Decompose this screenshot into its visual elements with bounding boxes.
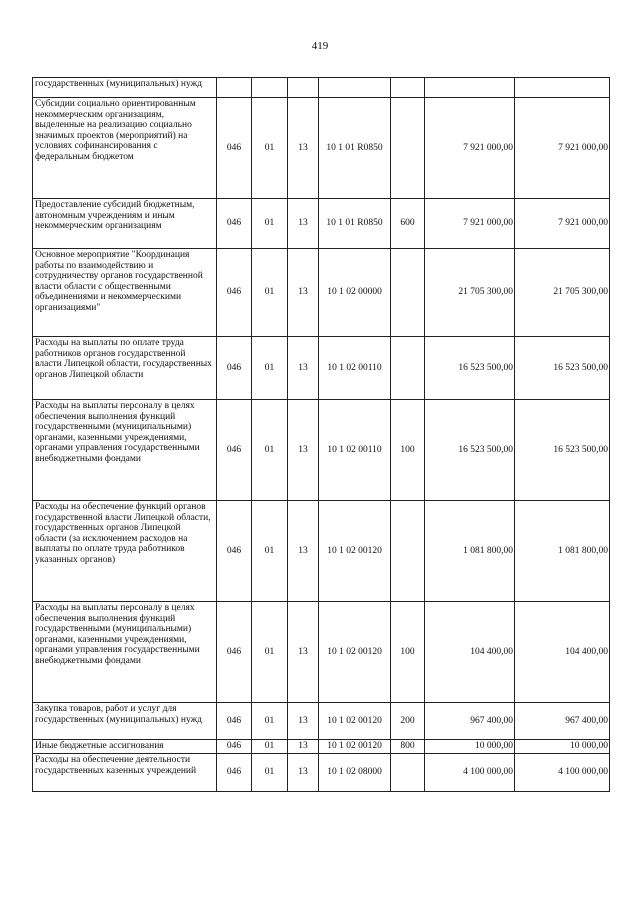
expense-type-cell: 100 xyxy=(391,602,425,703)
expense-name-cell: Субсидии социально ориентированным некоммерческим организациям, выделенные на реализацию социально значимых проектов (мероприятий) на условиях софинансирования с федеральным бюджетом xyxy=(33,98,217,199)
budget-table xyxy=(32,77,610,792)
target-article-cell: 10 1 02 00120 xyxy=(319,740,391,754)
subsection-code-cell: 13 xyxy=(288,337,319,400)
expense-name-cell: Расходы на обеспечение функций органов государственной власти Липецкой области, государственных органов Липецкой области (за исключением расходов на выплаты по оплате труда работников указанных органов) xyxy=(33,501,217,602)
amount-cell xyxy=(425,78,515,98)
table-row xyxy=(33,703,610,740)
section-code-cell: 01 xyxy=(252,98,288,199)
ministry-code-cell xyxy=(217,78,252,98)
subsection-code-cell: 13 xyxy=(288,501,319,602)
expense-name-cell: Предоставление субсидий бюджетным, автономным учреждениям и иным некоммерческим организациям xyxy=(33,199,217,249)
section-code-cell: 01 xyxy=(252,602,288,703)
expense-type-cell xyxy=(391,501,425,602)
expense-type-cell: 200 xyxy=(391,703,425,740)
amount-cell: 967 400,00 xyxy=(515,703,610,740)
amount-cell: 16 523 500,00 xyxy=(515,337,610,400)
subsection-code-cell: 13 xyxy=(288,754,319,792)
amount-cell: 7 921 000,00 xyxy=(515,98,610,199)
page-number: 419 xyxy=(311,40,329,52)
expense-name-cell: Расходы на выплаты персоналу в целях обеспечения выполнения функций государственными (муниципальными) органами, казенными учреждениями, органами управления государственными внебюджетными фондами xyxy=(33,602,217,703)
table-row xyxy=(33,754,610,792)
subsection-code-cell: 13 xyxy=(288,249,319,337)
section-code-cell: 01 xyxy=(252,400,288,501)
amount-cell: 16 523 500,00 xyxy=(515,400,610,501)
table-row xyxy=(33,249,610,337)
amount-cell: 4 100 000,00 xyxy=(425,754,515,792)
expense-type-cell xyxy=(391,98,425,199)
section-code-cell: 01 xyxy=(252,337,288,400)
section-code-cell: 01 xyxy=(252,740,288,754)
target-article-cell: 10 1 02 00110 xyxy=(319,337,391,400)
section-code-cell: 01 xyxy=(252,249,288,337)
amount-cell: 4 100 000,00 xyxy=(515,754,610,792)
expense-type-cell xyxy=(391,754,425,792)
expense-type-cell xyxy=(391,337,425,400)
table-row xyxy=(33,98,610,199)
expense-type-cell xyxy=(391,78,425,98)
ministry-code-cell: 046 xyxy=(217,249,252,337)
ministry-code-cell: 046 xyxy=(217,98,252,199)
section-code-cell: 01 xyxy=(252,501,288,602)
expense-name-cell: Основное мероприятие "Координация работы по взаимодействию и сотрудничеству органов государственной власти области с общественными объединениями и некоммерческими организациями" xyxy=(33,249,217,337)
subsection-code-cell: 13 xyxy=(288,703,319,740)
amount-cell: 10 000,00 xyxy=(515,740,610,754)
amount-cell: 10 000,00 xyxy=(425,740,515,754)
expense-type-cell: 800 xyxy=(391,740,425,754)
target-article-cell: 10 1 01 R0850 xyxy=(319,98,391,199)
expense-name-cell: Расходы на обеспечение деятельности государственных казенных учреждений xyxy=(33,754,217,792)
table-row xyxy=(33,78,610,98)
expense-name-cell: Закупка товаров, работ и услуг для государственных (муниципальных) нужд xyxy=(33,703,217,740)
target-article-cell: 10 1 02 08000 xyxy=(319,754,391,792)
table-row xyxy=(33,337,610,400)
expense-type-cell xyxy=(391,249,425,337)
table-row xyxy=(33,602,610,703)
target-article-cell: 10 1 02 00120 xyxy=(319,602,391,703)
target-article-cell: 10 1 02 00000 xyxy=(319,249,391,337)
ministry-code-cell: 046 xyxy=(217,501,252,602)
amount-cell: 104 400,00 xyxy=(425,602,515,703)
amount-cell xyxy=(515,78,610,98)
ministry-code-cell: 046 xyxy=(217,602,252,703)
ministry-code-cell: 046 xyxy=(217,199,252,249)
subsection-code-cell: 13 xyxy=(288,400,319,501)
expense-name-cell: Расходы на выплаты персоналу в целях обеспечения выполнения функций государственными (муниципальными) органами, казенными учреждениями, органами управления государственными внебюджетными фондами xyxy=(33,400,217,501)
expense-type-cell: 600 xyxy=(391,199,425,249)
subsection-code-cell: 13 xyxy=(288,199,319,249)
expense-type-cell: 100 xyxy=(391,400,425,501)
target-article-cell: 10 1 01 R0850 xyxy=(319,199,391,249)
table-row xyxy=(33,740,610,754)
ministry-code-cell: 046 xyxy=(217,400,252,501)
table-body xyxy=(33,78,610,792)
subsection-code-cell: 13 xyxy=(288,98,319,199)
ministry-code-cell: 046 xyxy=(217,337,252,400)
amount-cell: 7 921 000,00 xyxy=(425,98,515,199)
subsection-code-cell: 13 xyxy=(288,602,319,703)
amount-cell: 21 705 300,00 xyxy=(425,249,515,337)
expense-name-cell: государственных (муниципальных) нужд xyxy=(33,78,217,98)
table-row xyxy=(33,199,610,249)
amount-cell: 16 523 500,00 xyxy=(425,400,515,501)
section-code-cell xyxy=(252,78,288,98)
target-article-cell xyxy=(319,78,391,98)
amount-cell: 1 081 800,00 xyxy=(515,501,610,602)
amount-cell: 7 921 000,00 xyxy=(515,199,610,249)
expense-name-cell: Иные бюджетные ассигнования xyxy=(33,740,217,754)
amount-cell: 967 400,00 xyxy=(425,703,515,740)
section-code-cell: 01 xyxy=(252,754,288,792)
table-row xyxy=(33,501,610,602)
section-code-cell: 01 xyxy=(252,703,288,740)
amount-cell: 1 081 800,00 xyxy=(425,501,515,602)
section-code-cell: 01 xyxy=(252,199,288,249)
table-row xyxy=(33,400,610,501)
target-article-cell: 10 1 02 00120 xyxy=(319,501,391,602)
amount-cell: 104 400,00 xyxy=(515,602,610,703)
subsection-code-cell xyxy=(288,78,319,98)
ministry-code-cell: 046 xyxy=(217,754,252,792)
target-article-cell: 10 1 02 00110 xyxy=(319,400,391,501)
ministry-code-cell: 046 xyxy=(217,703,252,740)
expense-name-cell: Расходы на выплаты по оплате труда работников органов государственной власти Липецкой области, государственных органов Липецкой области xyxy=(33,337,217,400)
amount-cell: 7 921 000,00 xyxy=(425,199,515,249)
amount-cell: 21 705 300,00 xyxy=(515,249,610,337)
ministry-code-cell: 046 xyxy=(217,740,252,754)
target-article-cell: 10 1 02 00120 xyxy=(319,703,391,740)
subsection-code-cell: 13 xyxy=(288,740,319,754)
amount-cell: 16 523 500,00 xyxy=(425,337,515,400)
